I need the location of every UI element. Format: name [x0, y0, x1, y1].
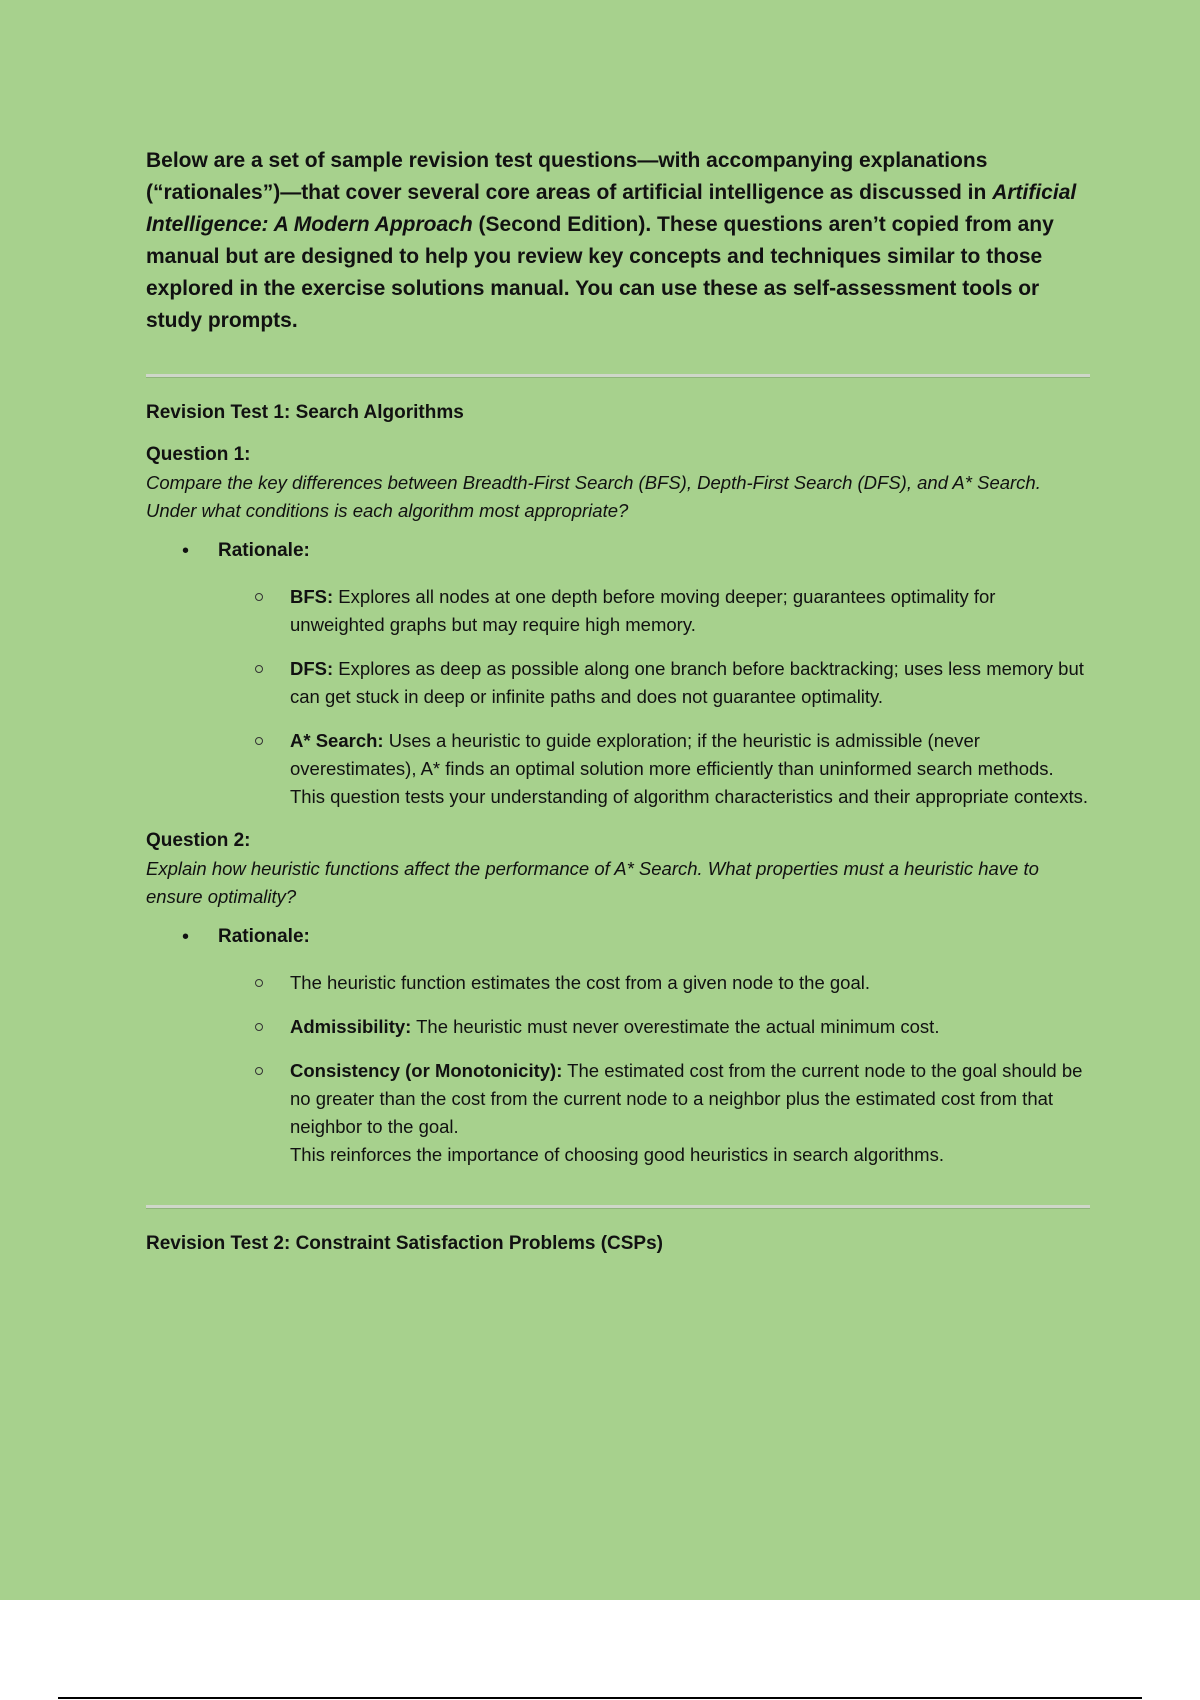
bullet-dot-icon: •	[182, 540, 190, 562]
rationale-label: Rationale:	[218, 926, 310, 947]
list-item	[146, 727, 1090, 811]
circle-bullet-icon	[255, 593, 263, 601]
list-item	[146, 1057, 1090, 1169]
list-item	[146, 1013, 1090, 1041]
circle-bullet-icon	[255, 737, 263, 745]
list-item	[146, 583, 1090, 639]
circle-bullet-icon	[255, 1023, 263, 1031]
question-2-text: Explain how heuristic functions affect the performance of A* Search. What properties must a heuristic have to ensure optimality?	[146, 858, 1039, 907]
list-item-text: The heuristic must never overestimate the actual minimum cost.	[411, 1016, 940, 1037]
list-item	[146, 655, 1090, 711]
question-1-label: Question 1:	[146, 444, 251, 465]
list-item-text: Explores as deep as possible along one branch before backtracking; uses less memory but can get stuck in deep or infinite paths and does not guarantee optimality.	[290, 658, 1084, 707]
horizontal-rule	[146, 374, 1090, 378]
list-item-term: Admissibility:	[290, 1016, 412, 1037]
horizontal-rule	[146, 1205, 1090, 1209]
list-item	[146, 969, 1090, 997]
bullet-dot-icon: •	[182, 926, 190, 948]
intro-text-1: Below are a set of sample revision test questions—with accompanying explanations (“rationales”)—that cover several core areas of artificial intelligence as discussed in	[146, 149, 993, 204]
book-title: Artificial Intelligence: A Modern Approach	[146, 181, 1077, 236]
list-item-term: DFS:	[290, 658, 334, 679]
question-2-label: Question 2:	[146, 830, 251, 851]
list-item-term: A* Search:	[290, 730, 384, 751]
rationale-bullet	[146, 925, 1090, 951]
list-item-text: The estimated cost from the current node to the goal should be no greater than the cost from the current node to a neighbor plus the estimated cost from that neighbor to the goal.	[290, 1060, 1083, 1137]
list-item-term: Consistency (or Monotonicity):	[290, 1060, 563, 1081]
circle-bullet-icon	[255, 979, 263, 987]
rationale-list-q1	[146, 583, 1090, 811]
rationale-list-q2	[146, 969, 1090, 1169]
rationale-bullet	[146, 539, 1090, 565]
section-title-test-1: Revision Test 1: Search Algorithms	[146, 402, 464, 423]
rationale-label: Rationale:	[218, 540, 310, 561]
rationale-summary: This question tests your understanding of algorithm characteristics and their appropriate contexts.	[290, 786, 1088, 807]
list-item-text: Explores all nodes at one depth before moving deeper; guarantees optimality for unweighted graphs but may require high memory.	[290, 586, 996, 635]
intro-paragraph	[146, 145, 1090, 337]
intro-text-2: (Second Edition). These questions aren’t copied from any manual but are designed to help you review key concepts and techniques similar to those explored in the exercise solutions manual. You can use these as self-assessment tools or study prompts.	[146, 213, 1054, 332]
list-item-text: The heuristic function estimates the cost from a given node to the goal.	[290, 972, 870, 993]
question-1-text: Compare the key differences between Breadth-First Search (BFS), Depth-First Search (DFS), and A* Search. Under what conditions is each algorithm most appropriate?	[146, 472, 1041, 521]
circle-bullet-icon	[255, 665, 263, 673]
document-content	[146, 145, 1090, 1256]
section-title-test-2: Revision Test 2: Constraint Satisfaction Problems (CSPs)	[146, 1233, 663, 1254]
list-item-text: Uses a heuristic to guide exploration; if the heuristic is admissible (never overestimates), A* finds an optimal solution more efficiently than uninformed search methods.	[290, 730, 1054, 779]
list-item-term: BFS:	[290, 586, 334, 607]
circle-bullet-icon	[255, 1067, 263, 1075]
rationale-summary: This reinforces the importance of choosing good heuristics in search algorithms.	[290, 1144, 944, 1165]
footer-line	[58, 1697, 1142, 1699]
